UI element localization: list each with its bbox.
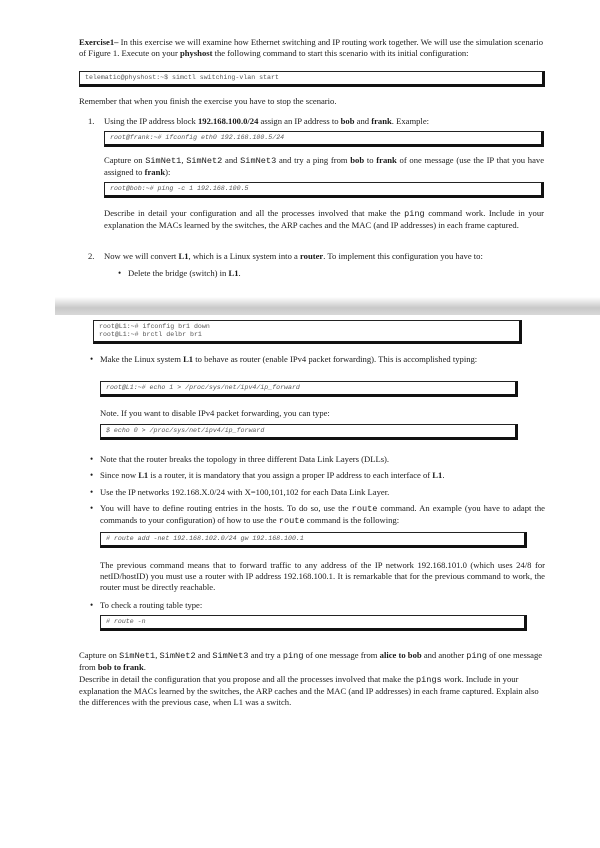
bullet-delete-bridge: Delete the bridge (switch) in L1.	[128, 268, 241, 278]
item1-capture-text: Capture on SimNet1, SimNet2 and SimNet3 and try a ping from bob to frank of one message (use the IP that you have assigned to frank):	[104, 155, 545, 177]
route-explanation: The previous command means that to forward traffic to any address of the IP network 192.168.101.0 (which uses 24/8 for netID/hostID) you must use a router with IP address 192.168.100.1. It is remarkable that for the previous command to work, the router must be directly reachable.	[100, 560, 545, 592]
bullet-marker: •	[90, 487, 94, 497]
code-route-add: # route add -net 192.168.102.0/24 gw 192.168.100.1	[100, 532, 527, 548]
code-disable-forward: $ echo 0 > /proc/sys/net/ipv4/ip_forward	[100, 424, 518, 440]
code-delete-bridge: root@L1:~# ifconfig br1 down root@L1:~# brctl delbr br1	[93, 320, 522, 344]
bullet-marker: •	[90, 354, 94, 364]
bullet-routing: You will have to define routing entries in the hosts. To do so, use the route command. An example (you have to adapt the commands to your configuration) of how to use the route command is the following:	[100, 503, 545, 526]
bullet-dll: Note that the router breaks the topology in three different Data Link Layers (DLLs).	[100, 454, 390, 464]
final-describe-text: Describe in detail the configuration that you propose and all the processes involved that make the pings work. Include in your explanation the MACs learned by the switches, the ARP caches and the MAC (and IP addresses) in each frame captured. Explain also the differences with the previous case, when L1 was a switch.	[79, 674, 539, 707]
bullet-marker: •	[90, 503, 94, 513]
item2-number: 2.	[88, 251, 95, 261]
bullet-marker: •	[118, 268, 122, 278]
remember-text: Remember that when you finish the exercise you have to stop the scenario.	[79, 96, 337, 106]
exercise-title: Exercise1–	[79, 37, 119, 47]
bullet-marker: •	[90, 470, 94, 480]
item2-text: Now we will convert L1, which is a Linux system into a router. To implement this configuration you have to:	[104, 251, 483, 261]
code-enable-forward: root@L1:~# echo 1 > /proc/sys/net/ipv4/ip_forward	[100, 381, 518, 397]
code-ping: root@bob:~# ping -c 1 192.168.100.5	[104, 182, 544, 198]
code-route-n: # route -n	[100, 615, 527, 631]
bullet-mandatory: Since now L1 is a router, it is mandatory that you assign a proper IP address to each interface of L1.	[100, 470, 445, 480]
item1-describe-text: Describe in detail your configuration and all the processes involved that make the ping command work. Include in your explanation the MACs learned by the switches, the ARP caches and the MAC (and IP addresses) in each frame captured.	[104, 208, 544, 230]
intro-paragraph: Exercise1– In this exercise we will examine how Ethernet switching and IP routing work together. We will use the simulation scenario of Figure 1. Execute on your physhost the following command to start this scenario with its initial configuration:	[79, 37, 543, 58]
code-ifconfig: root@frank:~# ifconfig eth0 192.168.100.5/24	[104, 131, 544, 147]
item1-text: Using the IP address block 192.168.100.0/24 assign an IP address to bob and frank. Example:	[104, 116, 430, 126]
final-capture-text: Capture on SimNet1, SimNet2 and SimNet3 and try a ping of one message from alice to bob and another ping of one message from bob to frank.	[79, 650, 543, 672]
note-disable: Note. If you want to disable IPv4 packet forwarding, you can type:	[100, 408, 330, 418]
page-break-shadow	[55, 297, 600, 315]
bullet-marker: •	[90, 600, 94, 610]
code-start-scenario: telematic@physhost:~$ simctl switching-vlan start	[79, 71, 545, 87]
bullet-make-router: Make the Linux system L1 to behave as router (enable IPv4 packet forwarding). This is accomplished typing:	[100, 354, 478, 364]
bullet-marker: •	[90, 454, 94, 464]
bullet-networks: Use the IP networks 192.168.X.0/24 with X=100,101,102 for each Data Link Layer.	[100, 487, 390, 497]
bullet-check-table: To check a routing table type:	[100, 600, 203, 610]
item1-number: 1.	[88, 116, 95, 126]
